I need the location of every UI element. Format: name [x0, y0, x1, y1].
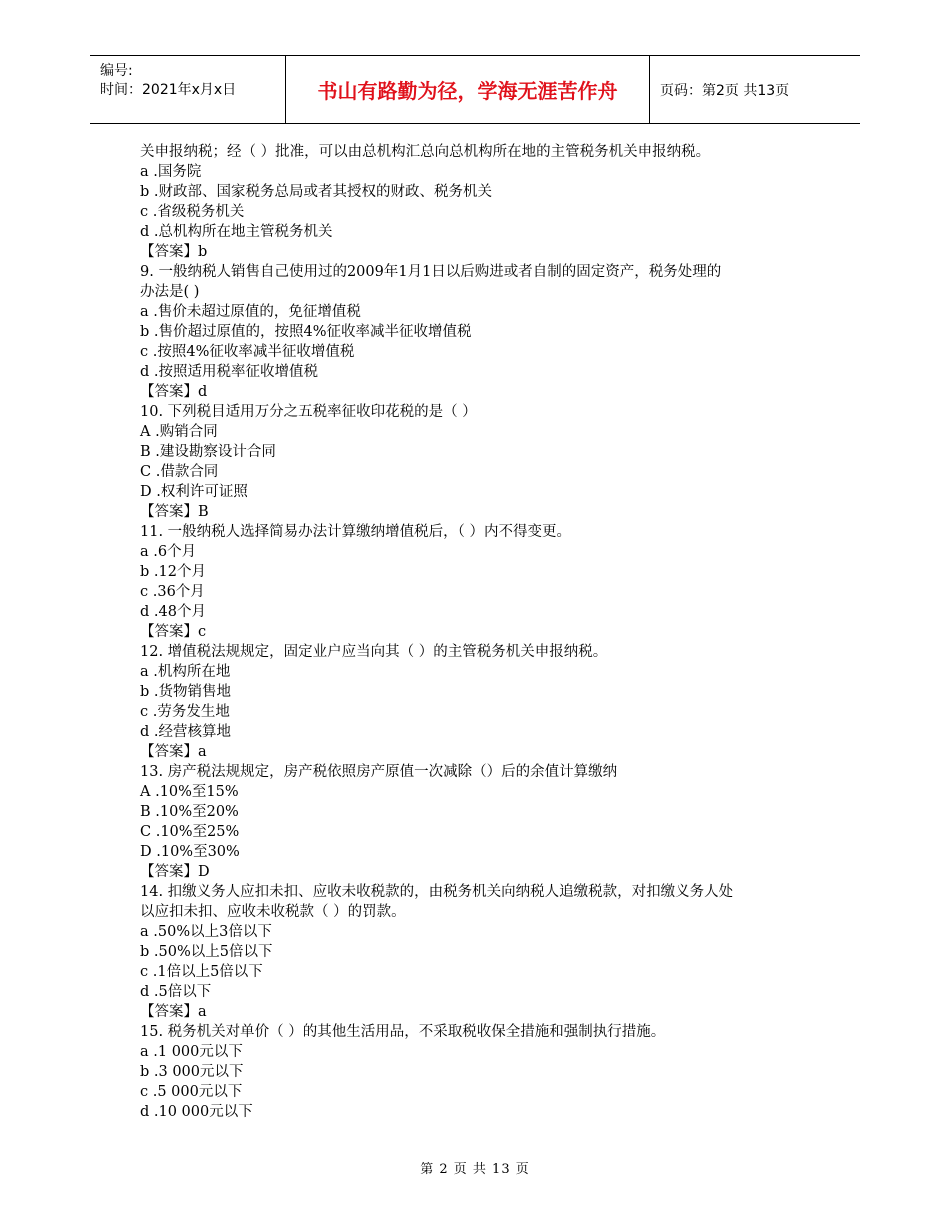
text-line: b .12个月 [140, 564, 206, 580]
text-line: a .50%以上3倍以下 [140, 924, 272, 940]
text-line: 【答案】a [140, 744, 207, 760]
text-line: b .售价超过原值的，按照4%征收率减半征收增值税 [140, 324, 472, 340]
text-line: d .经营核算地 [140, 724, 231, 740]
text-line: B .建设勘察设计合同 [140, 444, 276, 460]
text-line: b .3 000元以下 [140, 1064, 244, 1080]
text-line: c .按照4%征收率减半征收增值税 [140, 344, 355, 360]
text-line: d .总机构所在地主管税务机关 [140, 224, 333, 240]
text-line: a .国务院 [140, 164, 202, 180]
text-line: C .借款合同 [140, 464, 219, 480]
text-line: d .5倍以下 [140, 984, 212, 1000]
text-line: 13. 房产税法规规定，房产税依照房产原值一次减除（）后的余值计算缴纳 [140, 764, 618, 780]
text-line: d .48个月 [140, 604, 206, 620]
text-line: c .劳务发生地 [140, 704, 230, 720]
text-line: B .10%至20% [140, 804, 239, 820]
text-line: A .10%至15% [140, 784, 239, 800]
text-line: d .10 000元以下 [140, 1104, 253, 1120]
text-line: a .机构所在地 [140, 664, 231, 680]
text-line: a .售价未超过原值的，免征增值税 [140, 304, 361, 320]
text-line: 12. 增值税法规规定，固定业户应当向其（ ）的主管税务机关申报纳税。 [140, 644, 608, 660]
text-line: c .省级税务机关 [140, 204, 245, 220]
text-line: 【答案】D [140, 864, 210, 880]
text-line: 【答案】a [140, 1004, 207, 1020]
text-line: c .1倍以上5倍以下 [140, 964, 263, 980]
text-line: 9. 一般纳税人销售自己使用过的2009年1月1日以后购进或者自制的固定资产，税务处理的 [140, 264, 722, 280]
text-line: C .10%至25% [140, 824, 240, 840]
text-line: 办法是( ) [140, 284, 200, 300]
text-line: b .50%以上5倍以下 [140, 944, 273, 960]
text-line: 11. 一般纳税人选择简易办法计算缴纳增值税后，（ ）内不得变更。 [140, 524, 572, 540]
text-line: 以应扣未扣、应收未收税款（ ）的罚款。 [140, 904, 406, 920]
text-line: 【答案】B [140, 504, 209, 520]
text-line: 【答案】b [140, 244, 208, 260]
number-label: 编号: [100, 63, 133, 79]
text-line: a .1 000元以下 [140, 1044, 243, 1060]
text-line: D .权利许可证照 [140, 484, 248, 500]
text-line: b .货物销售地 [140, 684, 231, 700]
text-line: 14. 扣缴义务人应扣未扣、应收未收税款的，由税务机关向纳税人追缴税款，对扣缴义务人处 [140, 884, 734, 900]
text-line: A .购销合同 [140, 424, 218, 440]
time-label: 时间：2021年x月x日 [100, 82, 237, 98]
text-line: b .财政部、国家税务总局或者其授权的财政、税务机关 [140, 184, 492, 200]
page-footer: 第 2 页 共 13 页 [420, 1162, 530, 1177]
text-line: 15. 税务机关对单价（ ）的其他生活用品，不采取税收保全措施和强制执行措施。 [140, 1024, 666, 1040]
text-line: 【答案】d [140, 384, 208, 400]
text-line: 10. 下列税目适用万分之五税率征收印花税的是（ ） [140, 404, 477, 420]
header-motto: 书山有路勤为径，学海无涯苦作舟 [286, 56, 650, 123]
text-line: 关申报纳税；经（ ）批准，可以由总机构汇总向总机构所在地的主管税务机关申报纳税。 [140, 144, 711, 160]
text-line: a .6个月 [140, 544, 197, 560]
page-header [90, 55, 860, 124]
document-body [140, 142, 820, 1122]
text-line: c .36个月 [140, 584, 205, 600]
text-line: D .10%至30% [140, 844, 240, 860]
header-page-label: 页码：第2页 共13页 [660, 82, 790, 99]
text-line: d .按照适用税率征收增值税 [140, 364, 318, 380]
header-meta [90, 56, 286, 123]
text-line: 【答案】c [140, 624, 207, 640]
text-line: c .5 000元以下 [140, 1084, 243, 1100]
